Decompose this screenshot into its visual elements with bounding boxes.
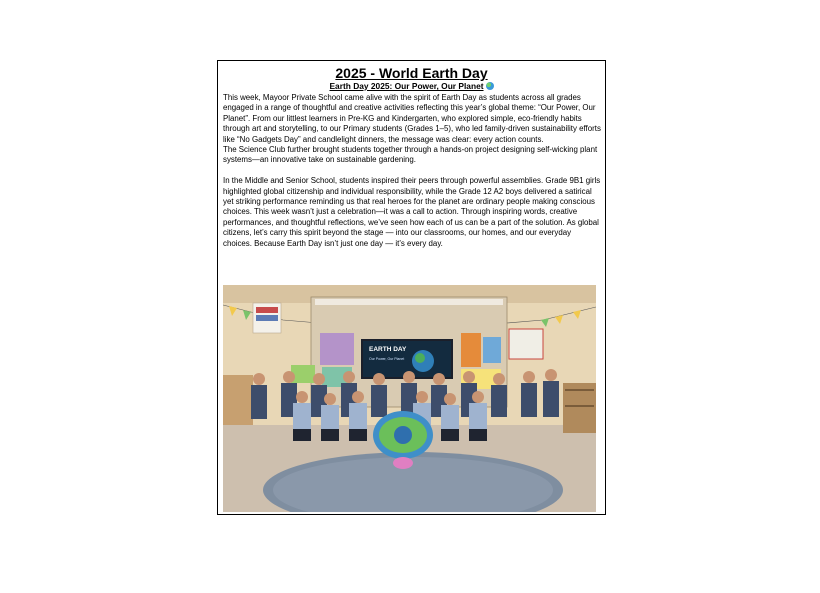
class-photo-illustration xyxy=(223,285,596,512)
document-page xyxy=(217,60,606,515)
document-title: 2025 - World Earth Day xyxy=(335,65,488,81)
class-photo xyxy=(223,285,596,512)
globe-icon xyxy=(486,82,494,90)
paragraph-middle-senior: In the Middle and Senior School, students inspired their peers through powerful assemblies. Grade 9B1 girls highlighted global citizenship and individual responsibility, while the Grade 12 A2 boys delivered a satirical yet striking performance reminding us that real heroes for the planet are ordinary people making conscious choices. This week wasn’t just a celebration—it was a call to action. Through inspiring words, creative performances, and thoughtful reflections, we’ve seen how each of us can be a part of the solution. As global citizens, let’s carry this spirit beyond the stage — into our classrooms, our homes, and our everyday choices. Because Earth Day isn’t just one day — it’s every day. xyxy=(223,176,601,248)
article-body xyxy=(223,93,601,249)
subtitle-text: Earth Day 2025: Our Power, Our Planet xyxy=(329,81,484,91)
screen-subtitle: Our Power, Our Planet xyxy=(369,357,405,361)
paragraph-intro: This week, Mayoor Private School came alive with the spirit of Earth Day as students across all grades engaged in a range of thoughtful and creative activities reflecting this year’s global theme: “Our Power, Our Planet”. From our littlest learners in Pre-KG and Kindergarten, who explored simple, eco-friendly habits through art and storytelling, to our Primary students (Grades 1–5), who led family-driven sustainability efforts like “No Gadgets Day” and candlelight dinners, the message was clear: every action counts. xyxy=(223,93,601,144)
paragraph-spacer xyxy=(223,166,601,176)
document-subtitle xyxy=(218,81,605,91)
screen-title: EARTH DAY xyxy=(369,346,407,353)
paragraph-science-club: The Science Club further brought students together through a hands-on project designing self-wicking plant systems—an innovative take on sustainable gardening. xyxy=(223,145,598,165)
